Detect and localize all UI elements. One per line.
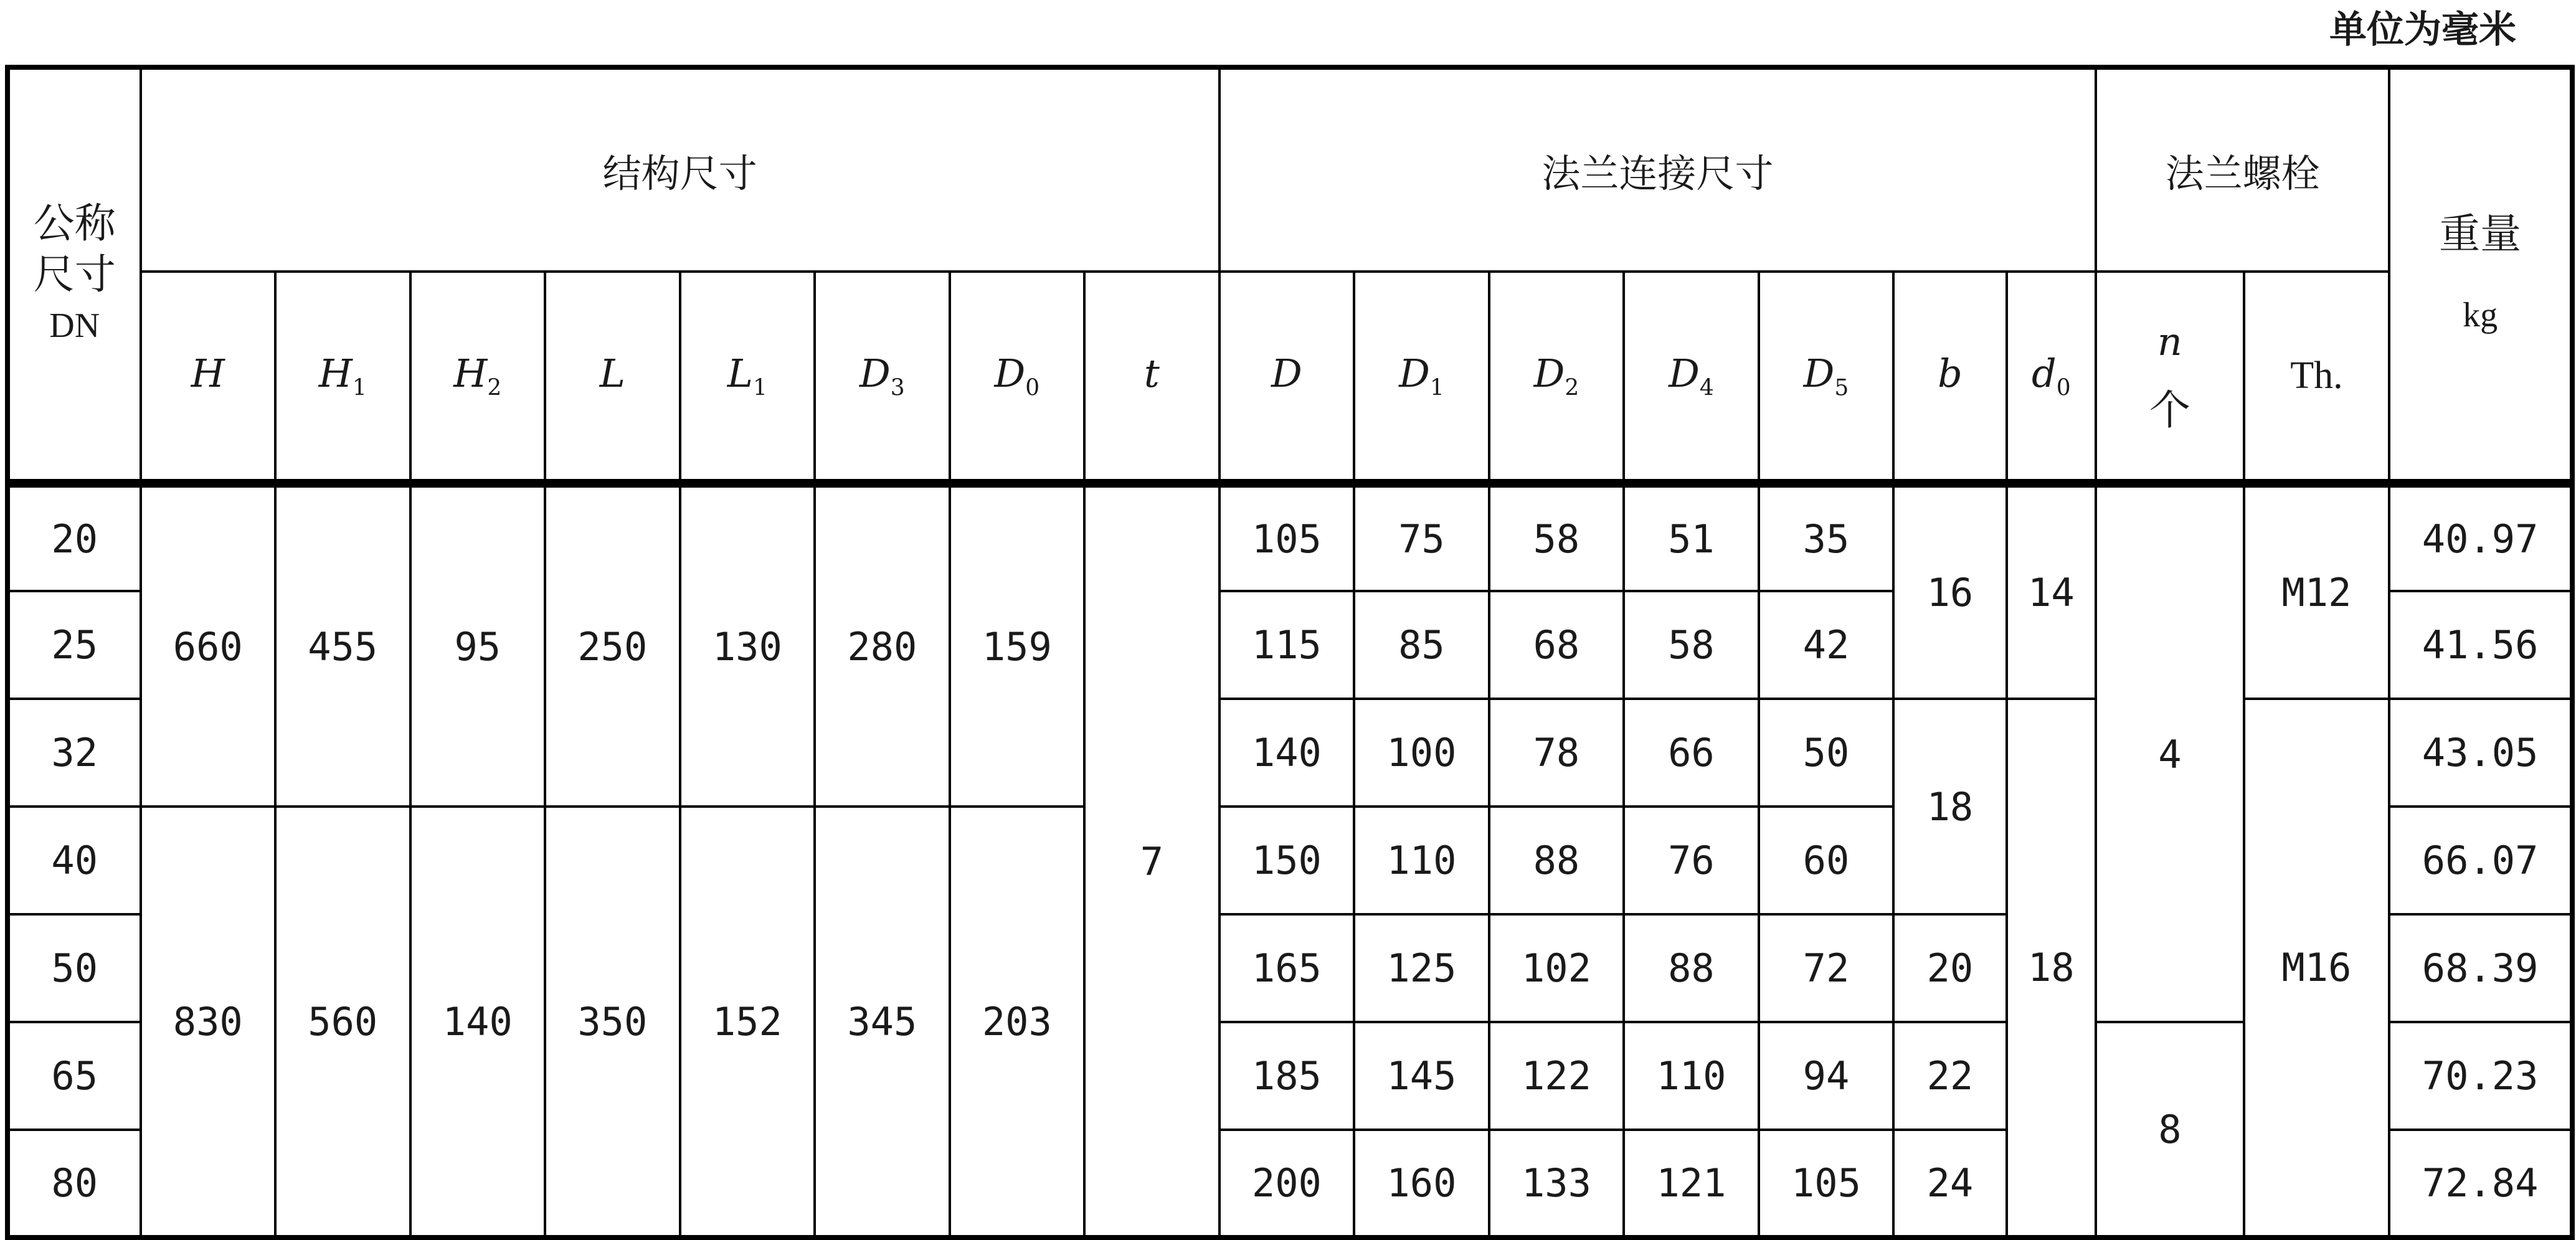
cell-weight: 72.84	[2389, 1130, 2572, 1238]
cell-D5: 94	[1759, 1022, 1894, 1130]
weight-header	[2389, 67, 2572, 483]
cell-weight: 40.97	[2389, 483, 2572, 591]
cell-D4: 121	[1624, 1130, 1759, 1238]
cell-d0-20-25: 14	[2007, 483, 2096, 699]
cell-b-32-40: 18	[1893, 699, 2006, 914]
structure-dimensions-header: 结构尺寸	[141, 67, 1219, 272]
weight-unit: kg	[2463, 295, 2498, 334]
cell-dn: 80	[7, 1130, 141, 1238]
col-header-L1: $L_1$	[680, 272, 815, 483]
dn-label-line3: DN	[49, 306, 100, 345]
n-symbol: n	[2157, 318, 2182, 364]
col-header-n	[2096, 272, 2244, 483]
dn-label-line2: 尺寸	[33, 250, 116, 298]
cell-D2: 68	[1489, 591, 1624, 699]
col-header-H1: $H_1$	[275, 272, 410, 483]
cell-D1: 125	[1354, 914, 1489, 1022]
col-header-H: H	[141, 272, 276, 483]
cell-weight: 43.05	[2389, 699, 2572, 807]
cell-weight: 68.39	[2389, 914, 2572, 1022]
cell-n-20-50: 4	[2096, 483, 2244, 1022]
cell-D1: 100	[1354, 699, 1489, 807]
cell-D: 105	[1219, 483, 1355, 591]
cell-dn: 65	[7, 1022, 141, 1130]
header-row-groups	[7, 67, 2572, 272]
cell-D4: 76	[1624, 807, 1759, 914]
n-unit: 个	[2149, 386, 2190, 434]
table-row	[7, 483, 2572, 591]
cell-D: 150	[1219, 807, 1355, 914]
flange-connection-header: 法兰连接尺寸	[1219, 67, 2096, 272]
cell-H-group-b: 830	[141, 807, 276, 1238]
cell-H1-group-a: 455	[275, 483, 410, 807]
cell-H2-group-b: 140	[410, 807, 546, 1238]
valve-dimension-table	[5, 65, 2575, 1240]
cell-D5: 50	[1759, 699, 1894, 807]
col-header-d0: $d_0$	[2007, 272, 2096, 483]
col-header-D2: $D_2$	[1489, 272, 1624, 483]
cell-L1-group-b: 152	[680, 807, 815, 1238]
cell-H2-group-a: 95	[410, 483, 546, 807]
col-header-D0: $D_0$	[950, 272, 1085, 483]
cell-D: 200	[1219, 1130, 1355, 1238]
cell-D1: 160	[1354, 1130, 1489, 1238]
cell-dn: 20	[7, 483, 141, 591]
cell-dn: 40	[7, 807, 141, 914]
cell-D2: 88	[1489, 807, 1624, 914]
cell-th-20-25: M12	[2244, 483, 2390, 699]
cell-D: 140	[1219, 699, 1355, 807]
cell-dn: 50	[7, 914, 141, 1022]
cell-d0-32-80: 18	[2007, 699, 2096, 1238]
cell-b: 24	[1893, 1130, 2006, 1238]
col-header-D4: $D_4$	[1624, 272, 1759, 483]
cell-D5: 60	[1759, 807, 1894, 914]
cell-D2: 78	[1489, 699, 1624, 807]
cell-b: 22	[1893, 1022, 2006, 1130]
cell-D4: 58	[1624, 591, 1759, 699]
col-header-D5: $D_5$	[1759, 272, 1894, 483]
cell-t: 7	[1084, 483, 1219, 1238]
cell-L-group-b: 350	[545, 807, 680, 1238]
cell-dn: 25	[7, 591, 141, 699]
cell-D2: 122	[1489, 1022, 1624, 1130]
cell-D0-group-a: 159	[950, 483, 1085, 807]
dn-header	[7, 67, 141, 483]
cell-D1: 85	[1354, 591, 1489, 699]
cell-L1-group-a: 130	[680, 483, 815, 807]
cell-D3-group-a: 280	[815, 483, 950, 807]
cell-H-group-a: 660	[141, 483, 276, 807]
cell-D: 165	[1219, 914, 1355, 1022]
cell-D: 185	[1219, 1022, 1355, 1130]
unit-note: 单位为毫米	[2329, 8, 2516, 52]
col-header-D3: $D_3$	[815, 272, 950, 483]
cell-D1: 110	[1354, 807, 1489, 914]
col-header-L: L	[545, 272, 680, 483]
cell-b-20-25: 16	[1893, 483, 2006, 699]
cell-D5: 42	[1759, 591, 1894, 699]
cell-D5: 35	[1759, 483, 1894, 591]
flange-bolt-header: 法兰螺栓	[2096, 67, 2389, 272]
cell-D3-group-b: 345	[815, 807, 950, 1238]
cell-D2: 58	[1489, 483, 1624, 591]
cell-weight: 41.56	[2389, 591, 2572, 699]
cell-weight: 66.07	[2389, 807, 2572, 914]
cell-D2: 133	[1489, 1130, 1624, 1238]
cell-H1-group-b: 560	[275, 807, 410, 1238]
dn-label-line1: 公称	[33, 199, 116, 247]
cell-D4: 51	[1624, 483, 1759, 591]
cell-D5: 105	[1759, 1130, 1894, 1238]
col-header-th: Th.	[2244, 272, 2390, 483]
cell-th-32-80: M16	[2244, 699, 2390, 1238]
col-header-t: t	[1084, 272, 1219, 483]
cell-n-65-80: 8	[2096, 1022, 2244, 1238]
cell-D4: 66	[1624, 699, 1759, 807]
cell-D1: 75	[1354, 483, 1489, 591]
cell-D5: 72	[1759, 914, 1894, 1022]
weight-label: 重量	[2439, 209, 2522, 258]
cell-D0-group-b: 203	[950, 807, 1085, 1238]
cell-L-group-a: 250	[545, 483, 680, 807]
col-header-H2: $H_2$	[410, 272, 546, 483]
col-header-b: b	[1893, 272, 2006, 483]
cell-b: 20	[1893, 914, 2006, 1022]
col-header-D: D	[1219, 272, 1355, 483]
cell-D4: 110	[1624, 1022, 1759, 1130]
header-row-symbols	[7, 272, 2572, 483]
col-header-D1: $D_1$	[1354, 272, 1489, 483]
cell-D4: 88	[1624, 914, 1759, 1022]
cell-D1: 145	[1354, 1022, 1489, 1130]
cell-dn: 32	[7, 699, 141, 807]
cell-weight: 70.23	[2389, 1022, 2572, 1130]
cell-D: 115	[1219, 591, 1355, 699]
cell-D2: 102	[1489, 914, 1624, 1022]
